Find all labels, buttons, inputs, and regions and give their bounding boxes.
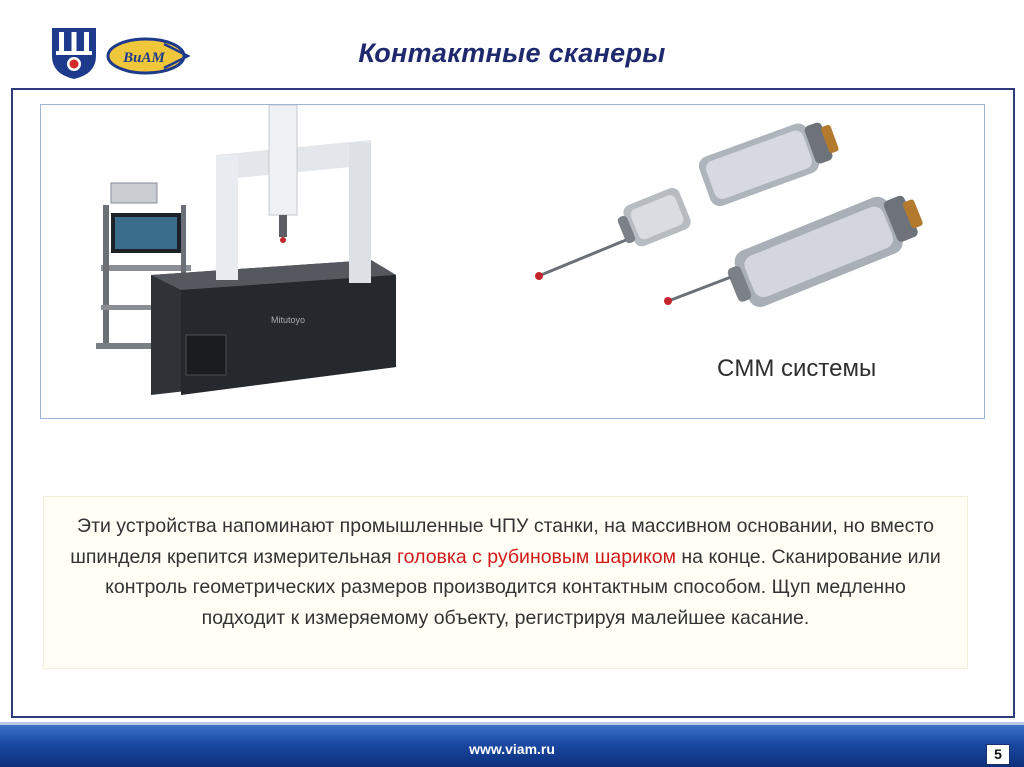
slide-title: Контактные сканеры: [358, 38, 666, 68]
cmm-caption: CMM системы: [717, 355, 877, 382]
machine-brand-label: Mitutoyo: [271, 315, 306, 325]
footer-url: www.viam.ru: [469, 741, 555, 757]
cmm-machine-illustration: [96, 105, 396, 395]
page-number: 5: [986, 744, 1010, 765]
description-highlight: головка с рубиновым шариком: [397, 545, 676, 568]
description-box: [43, 496, 968, 669]
description-text-part2: на конце. Сканирование или контроль геометрических размеров производится контактным способом. Щуп медленно подходит к измеряемому объекту, регистрируя малейшее касание.: [105, 545, 941, 629]
description-text-part1: Эти устройства напоминают промышленные ЧПУ станки, на массивном основании, но вместо шпинделя крепится измерительная: [70, 515, 934, 568]
probe-heads-illustration: [535, 113, 930, 315]
logo-text: ВиАМ: [123, 50, 165, 66]
